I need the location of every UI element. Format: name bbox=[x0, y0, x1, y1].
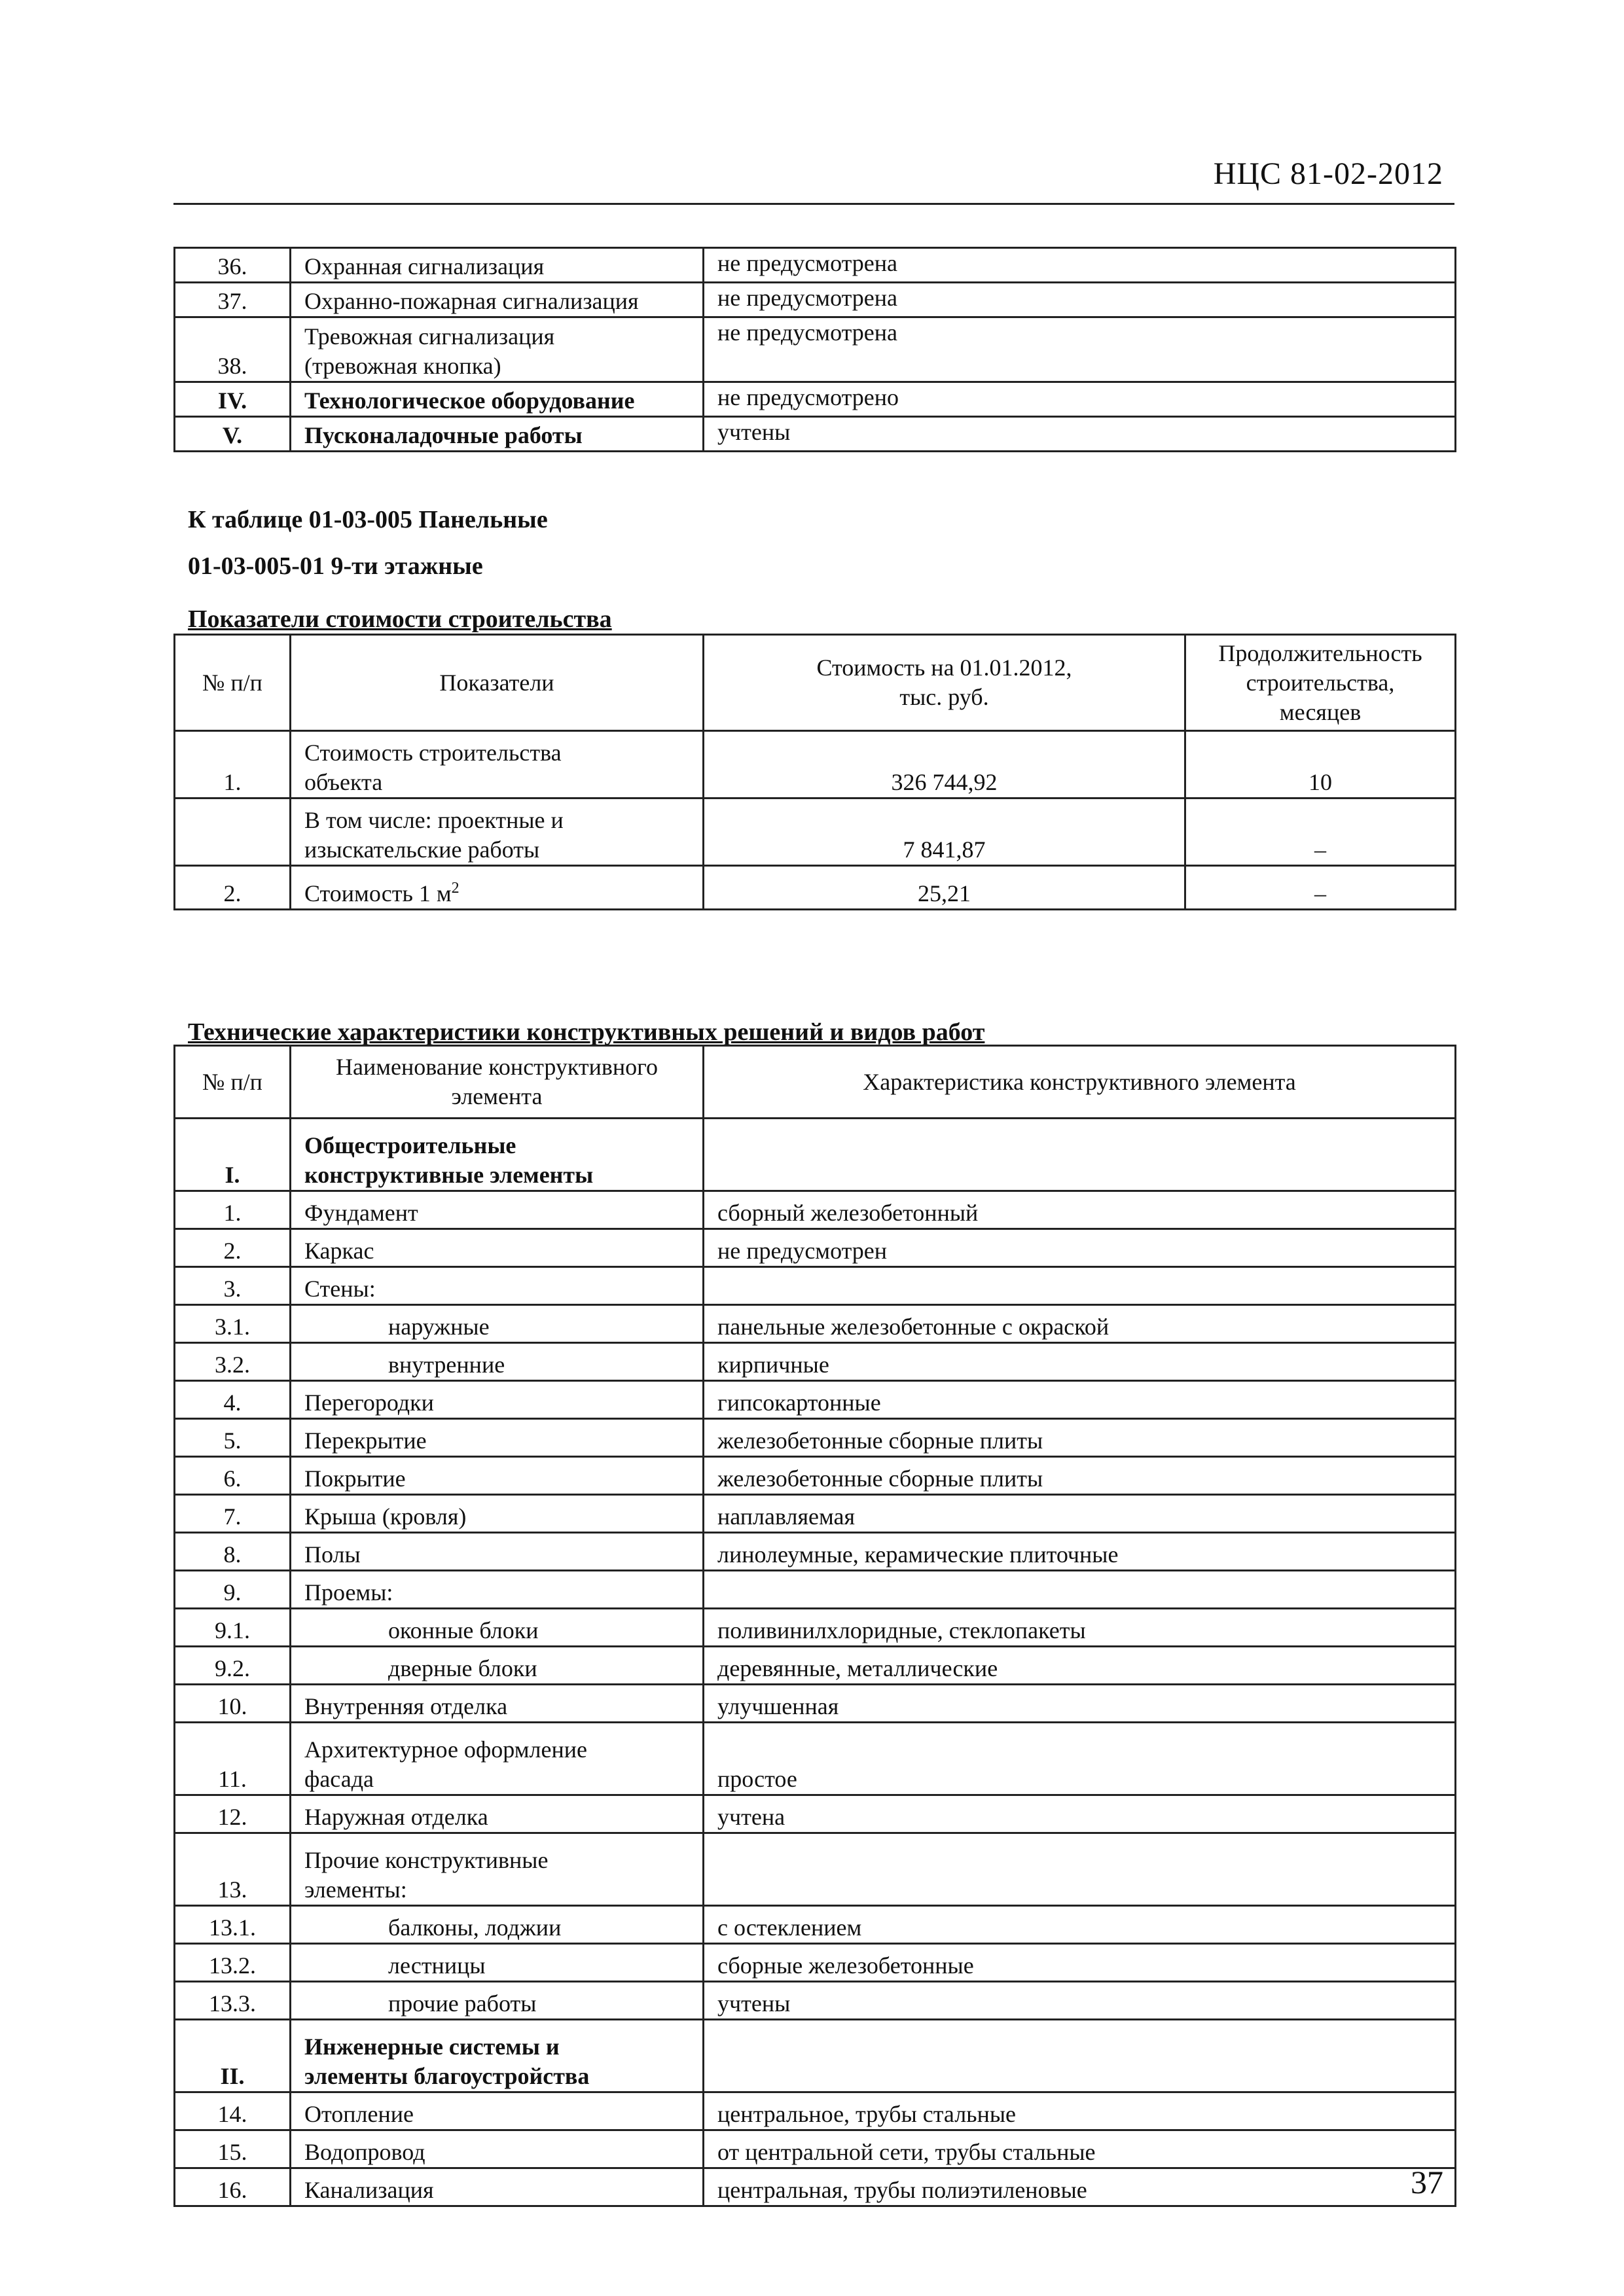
table-row bbox=[175, 1229, 1456, 1267]
column-header: Характеристика конструктивного элемента bbox=[704, 1046, 1456, 1119]
element-name: Перекрытие bbox=[291, 1419, 704, 1457]
element-name: Проемы: bbox=[291, 1571, 704, 1609]
cost-table bbox=[173, 634, 1456, 910]
row-number: 13. bbox=[175, 1833, 291, 1906]
table-row bbox=[175, 2168, 1456, 2206]
element-name: Внутренняя отделка bbox=[291, 1685, 704, 1723]
table-row bbox=[175, 1419, 1456, 1457]
row-number: 15. bbox=[175, 2130, 291, 2168]
element-name: оконные блоки bbox=[291, 1609, 704, 1647]
column-header: Продолжительность строительства, месяцев bbox=[1185, 635, 1456, 731]
element-name: прочие работы bbox=[291, 1982, 704, 2020]
element-name: Перегородки bbox=[291, 1381, 704, 1419]
element-characteristic bbox=[704, 2020, 1456, 2092]
tech-table-caption: Технические характеристики конструктивных решений и видов работ bbox=[188, 1018, 985, 1046]
table-row bbox=[175, 1723, 1456, 1795]
cost-table-caption: Показатели стоимости строительства bbox=[188, 605, 612, 633]
document-code: НЦС 81-02-2012 bbox=[1213, 156, 1443, 191]
table-row bbox=[175, 798, 1456, 866]
header-rule bbox=[173, 203, 1454, 205]
row-number: 38. bbox=[175, 317, 291, 382]
row-number: 13.1. bbox=[175, 1906, 291, 1944]
element-characteristic: от центральной сети, трубы стальные bbox=[704, 2130, 1456, 2168]
element-characteristic: железобетонные сборные плиты bbox=[704, 1419, 1456, 1457]
row-number: 10. bbox=[175, 1685, 291, 1723]
table-row bbox=[175, 1191, 1456, 1229]
row-number: 9.2. bbox=[175, 1647, 291, 1685]
row-number: 37. bbox=[175, 283, 291, 317]
table-row bbox=[175, 1944, 1456, 1982]
element-characteristic: поливинилхлоридные, стеклопакеты bbox=[704, 1609, 1456, 1647]
superscript: 2 bbox=[451, 880, 460, 897]
row-number: 4. bbox=[175, 1381, 291, 1419]
row-name bbox=[291, 798, 704, 866]
table-row bbox=[175, 1305, 1456, 1343]
element-name: внутренние bbox=[291, 1343, 704, 1381]
row-number: 7. bbox=[175, 1495, 291, 1533]
element-name: Каркас bbox=[291, 1229, 704, 1267]
table-row bbox=[175, 382, 1456, 417]
row-value: не предусмотрена bbox=[704, 283, 1456, 317]
element-name: дверные блоки bbox=[291, 1647, 704, 1685]
subtable-reference: 01-03-005-01 9-ти этажные bbox=[188, 552, 483, 580]
duration-value: – bbox=[1185, 798, 1456, 866]
row-number: V. bbox=[175, 417, 291, 452]
element-name: Крыша (кровля) bbox=[291, 1495, 704, 1533]
element-name: Канализация bbox=[291, 2168, 704, 2206]
element-characteristic: не предусмотрен bbox=[704, 1229, 1456, 1267]
element-characteristic: гипсокартонные bbox=[704, 1381, 1456, 1419]
element-characteristic: железобетонные сборные плиты bbox=[704, 1457, 1456, 1495]
row-number: 2. bbox=[175, 1229, 291, 1267]
row-name bbox=[291, 731, 704, 798]
element-characteristic: деревянные, металлические bbox=[704, 1647, 1456, 1685]
table-row bbox=[175, 1609, 1456, 1647]
row-number bbox=[175, 798, 291, 866]
row-number: 3. bbox=[175, 1267, 291, 1305]
table-row bbox=[175, 2092, 1456, 2130]
element-characteristic bbox=[704, 1267, 1456, 1305]
header-row bbox=[175, 635, 1456, 731]
column-header: Показатели bbox=[291, 635, 704, 731]
cost-value: 7 841,87 bbox=[704, 798, 1185, 866]
column-header: Наименование конструктивного элемента bbox=[291, 1046, 704, 1119]
row-name bbox=[291, 866, 704, 910]
row-number: 11. bbox=[175, 1723, 291, 1795]
row-number: II. bbox=[175, 2020, 291, 2092]
row-number: 9. bbox=[175, 1571, 291, 1609]
row-name: Тревожная сигнализация (тревожная кнопка) bbox=[291, 317, 704, 382]
cost-value: 25,21 bbox=[704, 866, 1185, 910]
element-characteristic bbox=[704, 1119, 1456, 1191]
element-name: Общестроительные конструктивные элементы bbox=[291, 1119, 704, 1191]
element-characteristic: простое bbox=[704, 1723, 1456, 1795]
table-reference: К таблице 01-03-005 Панельные bbox=[188, 506, 548, 533]
element-characteristic: панельные железобетонные с окраской bbox=[704, 1305, 1456, 1343]
table-row bbox=[175, 1533, 1456, 1571]
table-row bbox=[175, 1685, 1456, 1723]
element-characteristic: сборный железобетонный bbox=[704, 1191, 1456, 1229]
element-characteristic: наплавляемая bbox=[704, 1495, 1456, 1533]
element-name: Стены: bbox=[291, 1267, 704, 1305]
table-row bbox=[175, 1381, 1456, 1419]
row-name-text: В том числе: проектные и изыскательские работы bbox=[304, 807, 564, 863]
row-number: 13.2. bbox=[175, 1944, 291, 1982]
column-header: № п/п bbox=[175, 1046, 291, 1119]
element-characteristic: центральное, трубы стальные bbox=[704, 2092, 1456, 2130]
element-characteristic: учтены bbox=[704, 1982, 1456, 2020]
element-name: лестницы bbox=[291, 1944, 704, 1982]
table-row bbox=[175, 731, 1456, 798]
element-name: балконы, лоджии bbox=[291, 1906, 704, 1944]
row-number: 12. bbox=[175, 1795, 291, 1833]
row-number: 3.2. bbox=[175, 1343, 291, 1381]
header-row bbox=[175, 1046, 1456, 1119]
table-row bbox=[175, 1571, 1456, 1609]
row-number: 36. bbox=[175, 248, 291, 283]
row-value: не предусмотрена bbox=[704, 248, 1456, 283]
element-name: Отопление bbox=[291, 2092, 704, 2130]
table-row bbox=[175, 1795, 1456, 1833]
top-table bbox=[173, 247, 1456, 452]
row-number: IV. bbox=[175, 382, 291, 417]
table-row bbox=[175, 248, 1456, 283]
element-name: Прочие конструктивные элементы: bbox=[291, 1833, 704, 1906]
row-number: 14. bbox=[175, 2092, 291, 2130]
duration-value: 10 bbox=[1185, 731, 1456, 798]
element-characteristic bbox=[704, 1833, 1456, 1906]
table-row bbox=[175, 1495, 1456, 1533]
row-name: Пусконаладочные работы bbox=[291, 417, 704, 452]
table-row bbox=[175, 1906, 1456, 1944]
element-name: Архитектурное оформление фасада bbox=[291, 1723, 704, 1795]
row-number: 13.3. bbox=[175, 1982, 291, 2020]
row-number: 8. bbox=[175, 1533, 291, 1571]
row-value: не предусмотрено bbox=[704, 382, 1456, 417]
duration-value: – bbox=[1185, 866, 1456, 910]
row-number: 6. bbox=[175, 1457, 291, 1495]
table-row bbox=[175, 1833, 1456, 1906]
tech-table bbox=[173, 1045, 1456, 2207]
row-number: 1. bbox=[175, 1191, 291, 1229]
row-number: 3.1. bbox=[175, 1305, 291, 1343]
row-name: Охранная сигнализация bbox=[291, 248, 704, 283]
element-characteristic: кирпичные bbox=[704, 1343, 1456, 1381]
element-name: Наружная отделка bbox=[291, 1795, 704, 1833]
row-value: не предусмотрена bbox=[704, 317, 1456, 382]
column-header: Стоимость на 01.01.2012, тыс. руб. bbox=[704, 635, 1185, 731]
row-number: 2. bbox=[175, 866, 291, 910]
table-row bbox=[175, 2130, 1456, 2168]
row-number: 5. bbox=[175, 1419, 291, 1457]
row-number: I. bbox=[175, 1119, 291, 1191]
element-characteristic: улучшенная bbox=[704, 1685, 1456, 1723]
element-characteristic: учтена bbox=[704, 1795, 1456, 1833]
element-characteristic: сборные железобетонные bbox=[704, 1944, 1456, 1982]
page-number: 37 bbox=[1411, 2164, 1443, 2200]
row-name-text: Стоимость строительства объекта bbox=[304, 740, 562, 795]
element-characteristic: с остеклением bbox=[704, 1906, 1456, 1944]
row-name: Охранно-пожарная сигнализация bbox=[291, 283, 704, 317]
element-name: Водопровод bbox=[291, 2130, 704, 2168]
table-row bbox=[175, 1647, 1456, 1685]
element-name: Инженерные системы и элементы благоустройства bbox=[291, 2020, 704, 2092]
column-header: № п/п bbox=[175, 635, 291, 731]
table-row bbox=[175, 2020, 1456, 2092]
table-row bbox=[175, 317, 1456, 382]
row-value: учтены bbox=[704, 417, 1456, 452]
table-row bbox=[175, 283, 1456, 317]
row-number: 9.1. bbox=[175, 1609, 291, 1647]
row-name-text: Стоимость 1 м bbox=[304, 880, 452, 906]
table-row bbox=[175, 866, 1456, 910]
table-row bbox=[175, 1457, 1456, 1495]
table-row bbox=[175, 1119, 1456, 1191]
row-name: Технологическое оборудование bbox=[291, 382, 704, 417]
element-name: Покрытие bbox=[291, 1457, 704, 1495]
element-characteristic: линолеумные, керамические плиточные bbox=[704, 1533, 1456, 1571]
element-name: наружные bbox=[291, 1305, 704, 1343]
table-row bbox=[175, 1267, 1456, 1305]
table-row bbox=[175, 1343, 1456, 1381]
row-number: 16. bbox=[175, 2168, 291, 2206]
cost-value: 326 744,92 bbox=[704, 731, 1185, 798]
element-characteristic bbox=[704, 1571, 1456, 1609]
table-row bbox=[175, 417, 1456, 452]
table-row bbox=[175, 1982, 1456, 2020]
row-number: 1. bbox=[175, 731, 291, 798]
element-characteristic: центральная, трубы полиэтиленовые bbox=[704, 2168, 1456, 2206]
element-name: Полы bbox=[291, 1533, 704, 1571]
element-name: Фундамент bbox=[291, 1191, 704, 1229]
